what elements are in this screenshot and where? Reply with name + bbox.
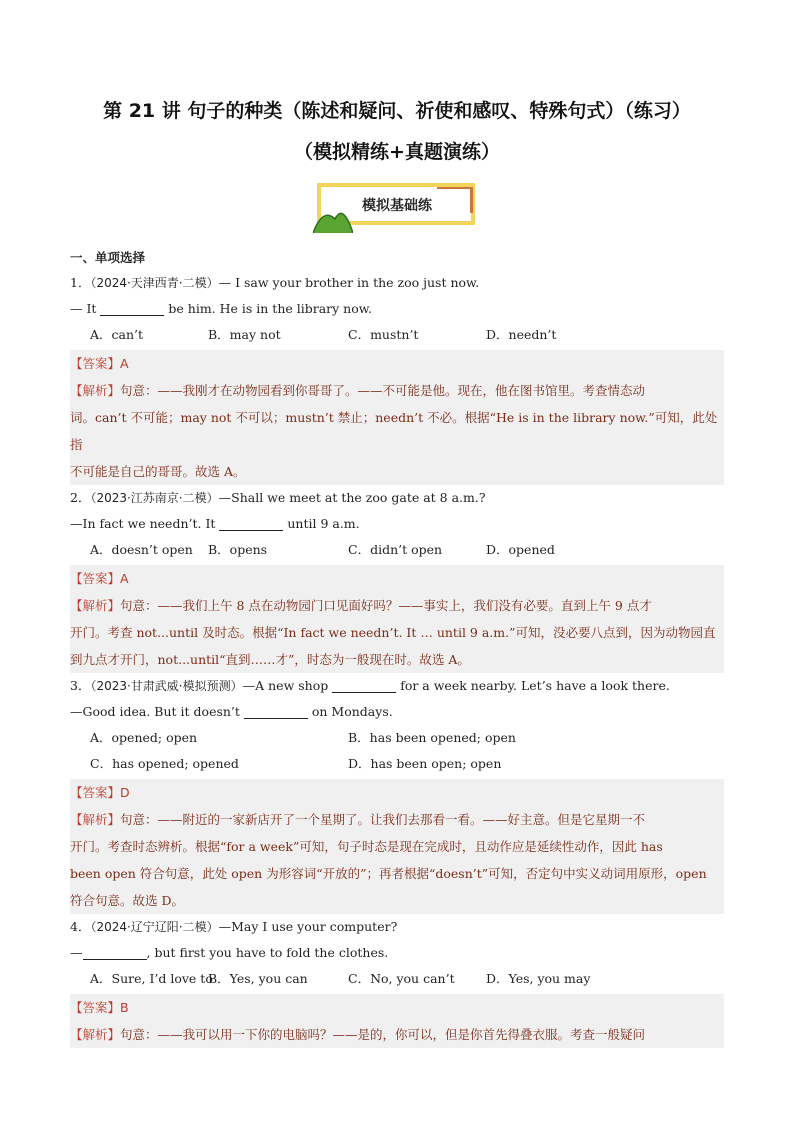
question-3-options-cd	[70, 751, 724, 777]
answer-line: 【答案】B	[70, 1000, 129, 1015]
option-c: C．didn’t open	[348, 542, 443, 557]
question-2-stem-b: —In fact we needn’t. It until 9 a.m.	[70, 516, 360, 531]
explanation-line: 符合句意。故选 D。	[70, 893, 184, 908]
answer-line: 【答案】D	[70, 785, 130, 800]
lesson-title: 第 21 讲 句子的种类（陈述和疑问、祈使和感叹、特殊句式）（练习）	[103, 100, 691, 122]
explanation-line: 【解析】句意：——附近的一家新店开了一个星期了。让我们去那看一看。——好主意。但是它星期一不	[70, 812, 646, 827]
explanation-line: 【解析】句意：——我可以用一下你的电脑吗？——是的，你可以，但是你首先得叠衣服。考查一般疑问	[70, 1027, 646, 1042]
option-c: C．No, you can’t	[348, 971, 455, 986]
option-a: A．doesn’t open	[90, 542, 193, 557]
option-d: D．Yes, you may	[486, 971, 591, 986]
question-4-stem-b: — , but first you have to fold the clothes.	[70, 945, 389, 960]
explanation-line: 不可能是自己的哥哥。故选 A。	[70, 464, 246, 479]
option-d: D．opened	[486, 542, 555, 557]
question-3-answer-block	[70, 779, 724, 914]
question-3-stem-b: —Good idea. But it doesn’t on Mondays.	[70, 704, 393, 719]
option-c: C．mustn’t	[348, 327, 419, 342]
question-source: （2023·江苏南京·二模）	[90, 491, 219, 505]
section-badge	[313, 183, 481, 231]
explanation-line: 【解析】句意：——我们上午 8 点在动物园门口见面好吗？——事实上，我们没有必要。直到上午 9 点才	[70, 598, 652, 613]
question-2-stem: 2．（2023·江苏南京·二模）—Shall we meet at the zoo gate at 8 a.m.?	[70, 490, 486, 505]
question-list	[70, 246, 724, 1048]
blank	[100, 301, 164, 316]
question-2-options	[70, 537, 724, 563]
blank	[83, 945, 147, 960]
blank	[332, 678, 396, 693]
question-1-options	[70, 322, 724, 348]
question-3-stem: 3．（2023·甘肃武威·模拟预测）—A new shop for a week nearby. Let’s have a look there.	[70, 678, 670, 693]
blank	[244, 704, 308, 719]
option-d: D．has been open; open	[348, 756, 502, 771]
badge-accent-top	[437, 187, 473, 189]
blank	[219, 516, 283, 531]
explanation-line: 【解析】句意：——我刚才在动物园看到你哥哥了。——不可能是他。现在，他在图书馆里。考查情态动	[70, 383, 646, 398]
explanation-line: 开门。考查时态辨析。根据“for a week”可知，句子时态是现在完成时，且动作应是延续性动作，因此 has	[70, 839, 663, 854]
option-b: B．may not	[208, 327, 281, 342]
question-4-stem: 4．（2024·辽宁辽阳·二模）—May I use your computer?	[70, 919, 398, 934]
question-source: （2024·天津西青·二模）	[90, 276, 219, 290]
question-source: （2023·甘肃武威·模拟预测）	[90, 679, 243, 693]
explanation-line: been open 符合句意，此处 open 为形容词“开放的”；再者根据“doesn’t”可知，否定句中实义动词用原形，open	[70, 866, 707, 881]
question-3-options-ab	[70, 725, 724, 751]
answer-line: 【答案】A	[70, 571, 129, 586]
option-a: A．Sure, I’d love to	[90, 971, 213, 986]
section-heading: 一、单项选择	[70, 250, 146, 265]
explanation-line: 词。can’t 不可能；may not 不可以；mustn’t 禁止；needn’t 不必。根据“He is in the library now.”可知，此处指	[70, 410, 718, 452]
question-source: （2024·辽宁辽阳·二模）	[90, 920, 219, 934]
question-4-options	[70, 966, 724, 992]
answer-line: 【答案】A	[70, 356, 129, 371]
question-1-answer-block	[70, 350, 724, 485]
option-b: B．Yes, you can	[208, 971, 308, 986]
explanation-line: 到九点才开门，not...until“直到……才”，时态为一般现在时。故选 A。	[70, 652, 470, 667]
question-2-answer-block	[70, 565, 724, 673]
option-a: A．can’t	[90, 327, 144, 342]
option-d: D．needn’t	[486, 327, 557, 342]
lesson-subtitle: （模拟精练+真题演练）	[294, 141, 500, 163]
question-1-stem: 1．（2024·天津西青·二模）— I saw your brother in the zoo just now.	[70, 275, 480, 290]
option-b: B．opens	[208, 542, 268, 557]
badge-label: 模拟基础练	[362, 198, 432, 214]
option-a: A．opened; open	[90, 730, 198, 745]
question-4-answer-block	[70, 994, 724, 1048]
explanation-line: 开门。考查 not...until 及时态。根据“In fact we needn’t. It … until 9 a.m.”可知，没必要八点到，因为动物园直	[70, 625, 716, 640]
option-b: B．has been opened; open	[348, 730, 516, 745]
question-1-stem-b: — It be him. He is in the library now.	[70, 301, 372, 316]
option-c: C．has opened; opened	[90, 756, 239, 771]
